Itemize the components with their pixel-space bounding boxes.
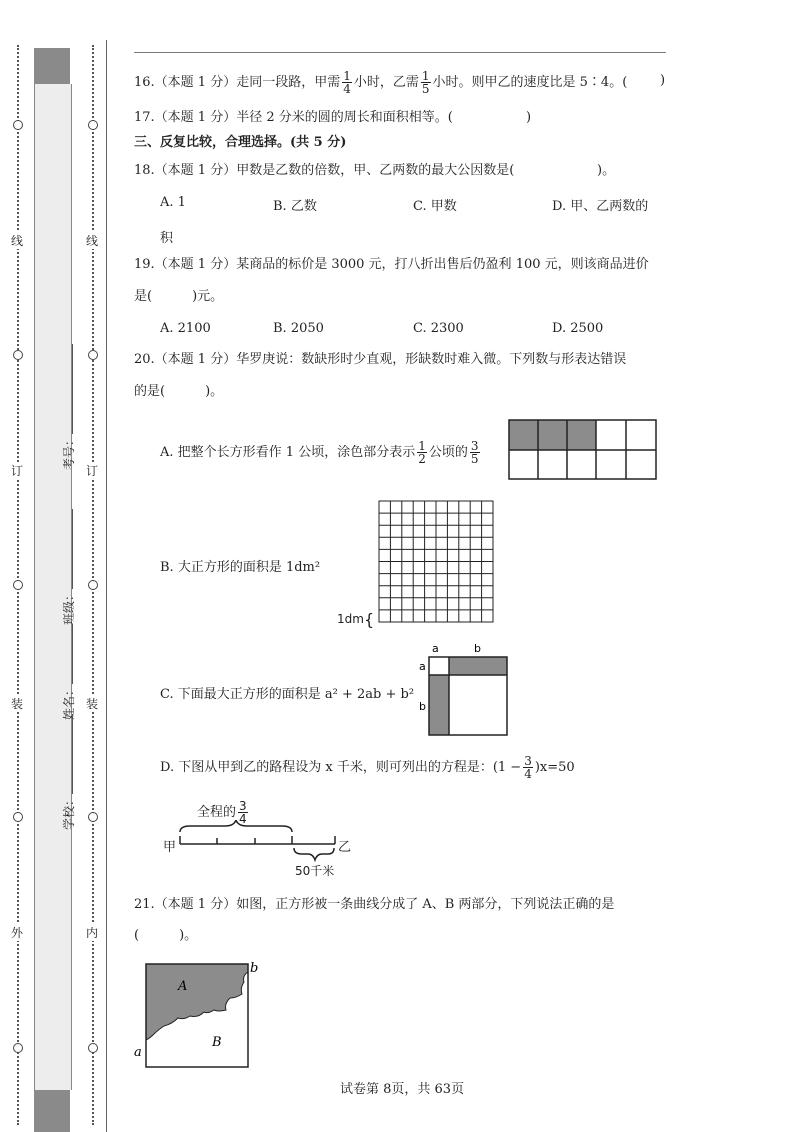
- fraction: $\frac{1}{2}$: [418, 439, 426, 466]
- start-label: 甲: [163, 840, 177, 855]
- fraction: $\frac{3}{4}$: [239, 799, 247, 826]
- question-21: 21.（本题 1 分）如图，正方形被一条曲线分成了 A、B 两部分，下列说法正确的是: [134, 897, 615, 912]
- question-21-line2: ( )。: [134, 928, 198, 943]
- question-17: 17.（本题 1 分）半径 2 分米的圆的周长和面积相等。(: [134, 110, 453, 125]
- question-20: 20.（本题 1 分）华罗庚说：数缺形时少直观，形缺数时难入微。下列数与形表达错误: [134, 352, 627, 367]
- q19-option-b[interactable]: B. 2050: [273, 321, 324, 336]
- circle-mark: [88, 350, 98, 360]
- circle-mark: [13, 580, 23, 590]
- q18-option-d-wrap: 积: [160, 231, 174, 246]
- margin-mark-order-inner: 订: [86, 464, 99, 478]
- page-footer: 试卷第 8页，共 63页: [340, 1082, 465, 1097]
- dm-label: 1dm{: [337, 610, 375, 629]
- margin-mark-bind-outer: 装: [11, 697, 24, 711]
- label-b-top: b: [474, 642, 481, 655]
- q18-option-b[interactable]: B. 乙数: [273, 199, 317, 214]
- label-b-side: b: [419, 700, 426, 713]
- fraction: $\frac{3}{4}$: [524, 754, 532, 781]
- curve-square-figure: [130, 958, 265, 1070]
- school-label: 学校：: [60, 714, 77, 830]
- distance-label: 50千米: [295, 864, 335, 878]
- margin-mark-bind-inner: 装: [86, 697, 99, 711]
- q16-answer-close: ): [660, 73, 666, 88]
- q20-option-c[interactable]: C. 下面最大正方形的面积是 a² + 2ab + b²: [160, 687, 415, 702]
- q19-option-c[interactable]: C. 2300: [413, 321, 464, 336]
- point-a-label: a: [134, 1045, 142, 1060]
- circle-mark: [13, 1043, 23, 1053]
- end-label: 乙: [338, 840, 352, 855]
- question-18: 18.（本题 1 分）甲数是乙数的倍数，甲、乙两数的最大公因数是(: [134, 163, 515, 178]
- info-strip-bottom: [34, 1090, 70, 1132]
- top-rule: [134, 52, 666, 53]
- circle-mark: [13, 120, 23, 130]
- info-strip-top: [34, 48, 70, 84]
- margin-mark-line-outer: 线: [11, 234, 24, 248]
- region-b-label: B: [212, 1035, 222, 1050]
- fraction: $\frac{1}{4}$: [343, 69, 351, 96]
- fraction: $\frac{3}{5}$: [470, 439, 479, 466]
- question-20-line2: 的是( )。: [134, 384, 224, 399]
- margin-mark-order-outer: 订: [11, 464, 24, 478]
- circle-mark: [88, 580, 98, 590]
- q18-option-a[interactable]: A. 1: [160, 195, 186, 210]
- circle-mark: [13, 812, 23, 822]
- brace-label: 全程的 $\frac{3}{4}$: [197, 799, 247, 826]
- q19-option-d[interactable]: D. 2500: [552, 321, 604, 336]
- q17-answer-close: ): [526, 110, 532, 125]
- margin-mark-inside: 内: [86, 926, 99, 940]
- region-a-label: A: [178, 979, 188, 994]
- circle-mark: [88, 812, 98, 822]
- point-b-label: b: [250, 961, 259, 976]
- circle-mark: [88, 1043, 98, 1053]
- q20-option-a[interactable]: A. 把整个长方形看作 1 公顷，涂色部分表示 $\frac{1}{2}$ 公顷的 $\frac{3}{5}$: [160, 439, 479, 466]
- label-a-top: a: [432, 642, 439, 655]
- section-title: 三、反复比较，合理选择。(共 5 分): [134, 135, 347, 150]
- class-label: 班级：: [60, 509, 77, 625]
- q19-option-a[interactable]: A. 2100: [160, 321, 211, 336]
- dm-grid-figure: [378, 500, 496, 626]
- q20-option-b[interactable]: B. 大正方形的面积是 1dm²: [160, 560, 321, 575]
- q18-answer-close: )。: [597, 163, 616, 178]
- margin-mark-line-inner: 线: [86, 234, 99, 248]
- fraction: $\frac{1}{5}$: [421, 69, 430, 96]
- question-19: 19.（本题 1 分）某商品的标价是 3000 元，打八折出售后仍盈利 100 元，则该商品进价: [134, 257, 649, 272]
- circle-mark: [13, 350, 23, 360]
- circle-mark: [88, 120, 98, 130]
- exam-number-label: 考号：: [60, 344, 77, 470]
- margin-rule: [106, 40, 107, 1132]
- q18-option-c[interactable]: C. 甲数: [413, 199, 457, 214]
- question-19-line2: 是( )元。: [134, 289, 224, 304]
- label-a-side: a: [419, 660, 426, 673]
- question-16: 16.（本题 1 分）走同一段路，甲需 $\frac{1}{4}$ 小时，乙需 $\frac{1}{5}$ 小时。则甲乙的速度比是 5∶4。(: [134, 69, 628, 96]
- q18-option-d[interactable]: D. 甲、乙两数的: [552, 199, 649, 214]
- name-label: 姓名：: [60, 624, 77, 720]
- q20-option-d[interactable]: D. 下图从甲到乙的路程设为 x 千米，则可列出的方程是：(1 − $\frac{3}{4}$ )x=50: [160, 754, 575, 781]
- hectare-rectangle-figure: [508, 419, 658, 481]
- margin-mark-outside: 外: [11, 926, 24, 940]
- square-expansion-figure: [415, 642, 510, 738]
